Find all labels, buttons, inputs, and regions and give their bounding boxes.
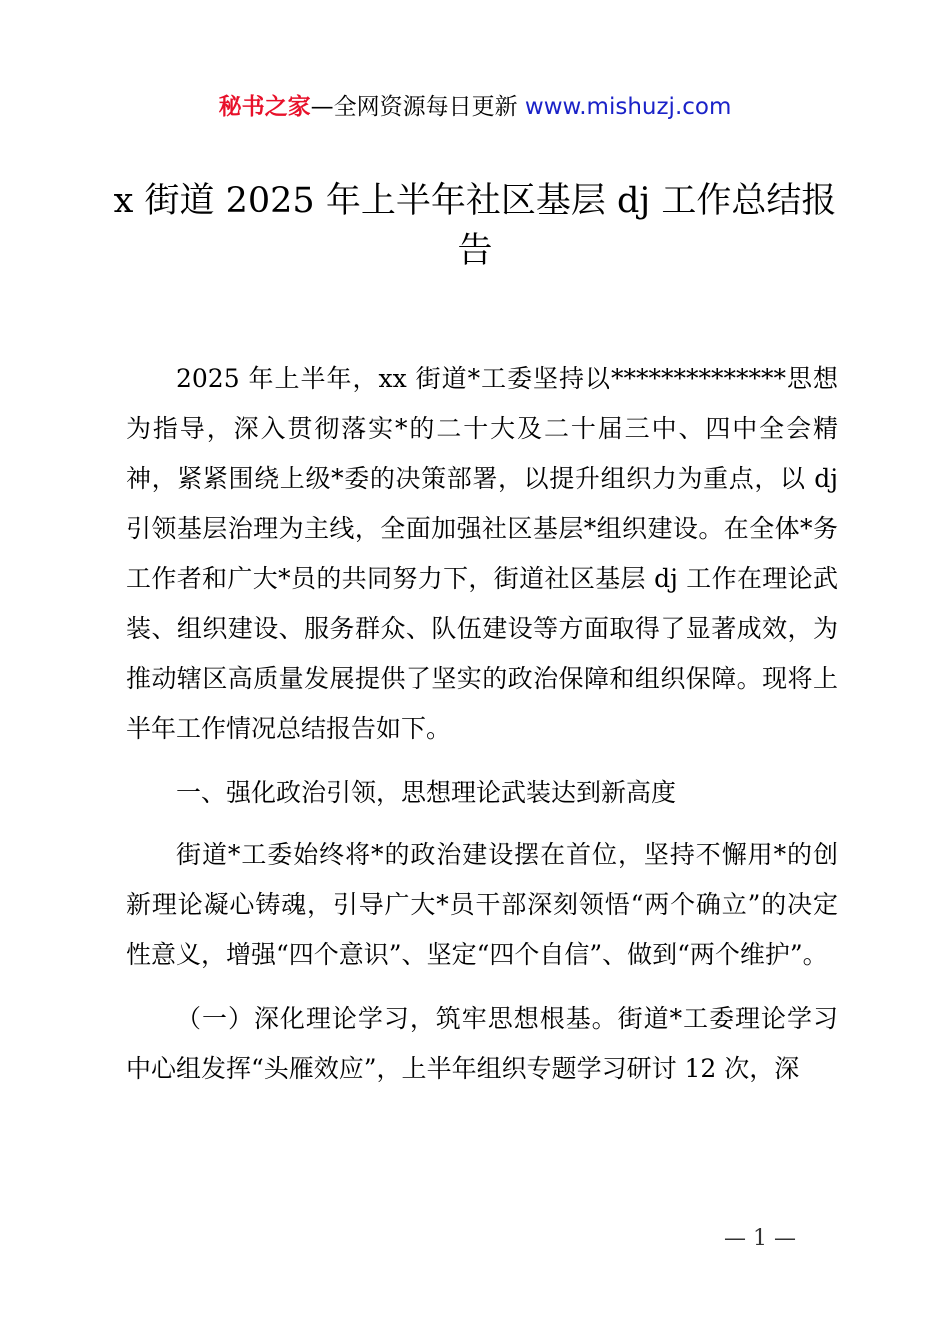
document-body	[126, 354, 838, 1108]
banner-url-link[interactable]: www.mishuzj.com	[524, 94, 732, 120]
site-banner	[0, 88, 950, 121]
page-number: — 1 —	[724, 1226, 796, 1251]
section-1-paragraph: 街道*工委始终将*的政治建设摆在首位，坚持不懈用*的创新理论凝心铸魂，引导广大*员干部深刻领悟“两个确立”的决定性意义，增强“四个意识”、坚定“四个自信”、做到“两个维护”。	[126, 840, 838, 969]
intro-paragraph: 2025 年上半年，xx 街道*工委坚持以**************思想为指导，深入贯彻落实*的二十大及二十届三中、四中全会精神，紧紧围绕上级*委的决策部署，以提升组织力为重点，以 dj 引领基层治理为主线，全面加强社区基层*组织建设。在全体*务工作者和广大*员的共同努力下，街道社区基层 dj 工作在理论武装、组织建设、服务群众、队伍建设等方面取得了显著成效，为推动辖区高质量发展提供了坚实的政治保障和组织保障。现将上半年工作情况总结报告如下。	[126, 364, 838, 743]
banner-brand: 秘书之家	[218, 94, 311, 120]
subsection-1-paragraph: （一）深化理论学习，筑牢思想根基。街道*工委理论学习中心组发挥“头雁效应”，上半年组织专题学习研讨 12 次，深	[126, 1004, 838, 1083]
section-heading-1: 一、强化政治引领，思想理论武装达到新高度	[176, 778, 677, 807]
banner-tagline: —全网资源每日更新	[310, 94, 518, 120]
document-title: x 街道 2025 年上半年社区基层 dj 工作总结报告	[113, 181, 837, 271]
